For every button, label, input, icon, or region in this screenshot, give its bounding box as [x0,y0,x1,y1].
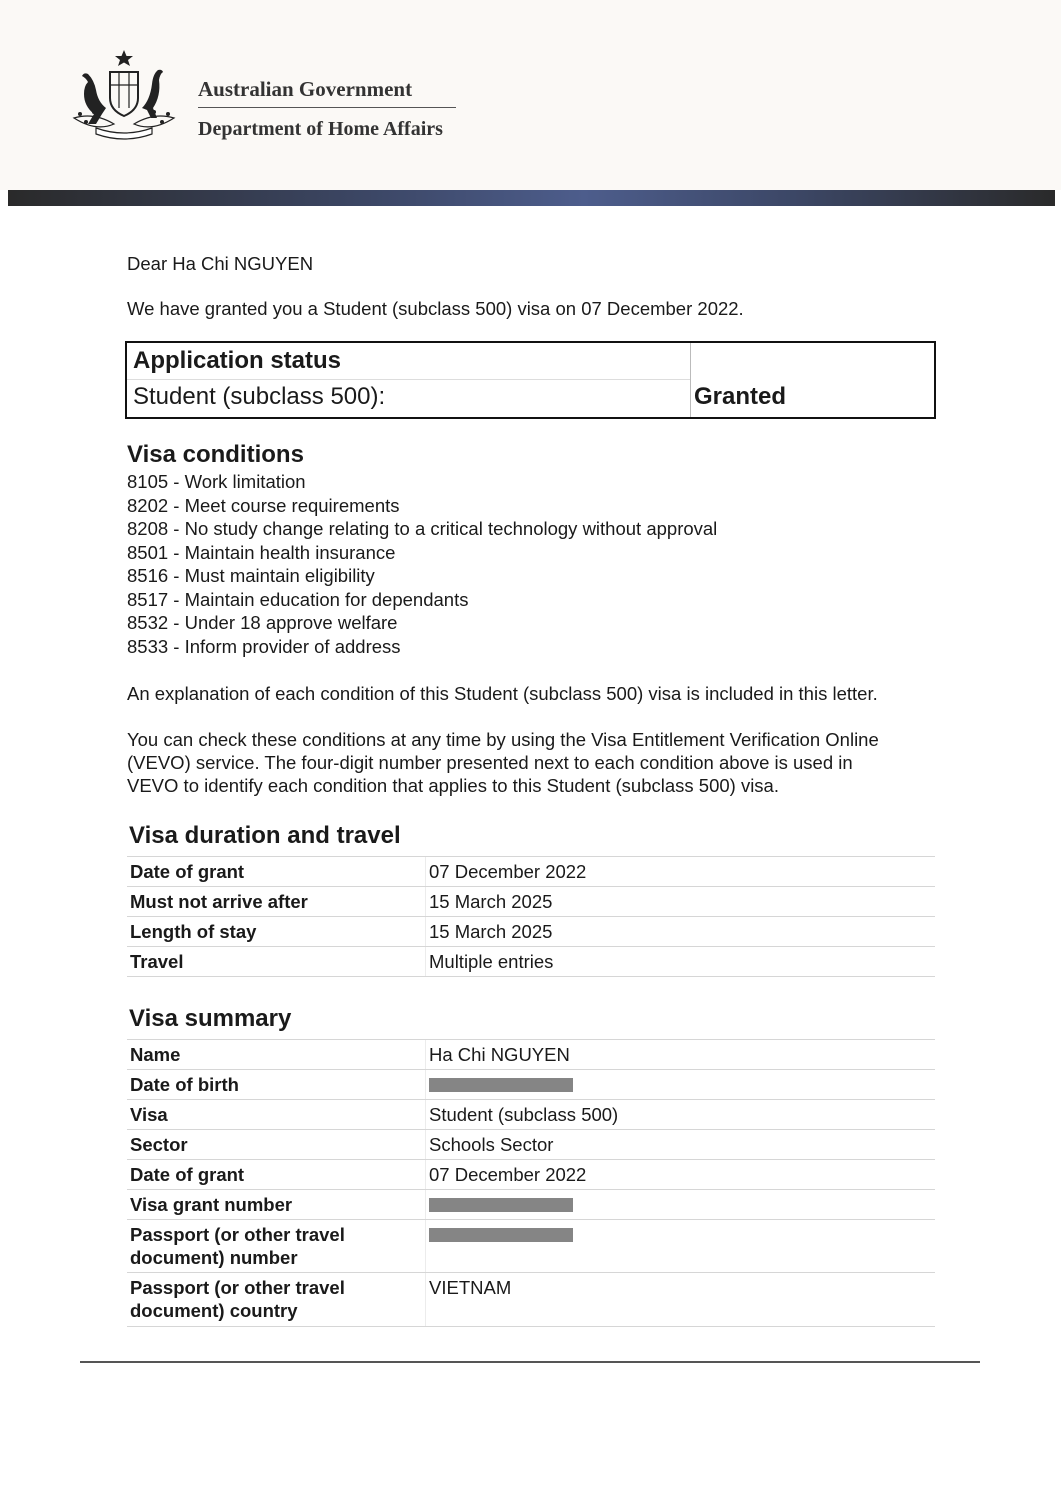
application-status-title: Application status [133,347,342,374]
row-label: Sector [130,1134,188,1155]
header-band [8,190,1055,206]
condition-item: 8501 - Maintain health insurance [127,541,396,563]
department-name: Department of Home Affairs [198,118,443,140]
row-label: Must not arrive after [130,891,308,912]
vevo-line-2: (VEVO) service. The four-digit number presented next to each condition above is used in [127,752,853,773]
table-row [127,1220,935,1273]
row-value: VIETNAM [429,1277,512,1298]
row-label: Date of grant [130,861,245,882]
visa-conditions-list [127,470,717,658]
row-value: 15 March 2025 [429,921,553,942]
row-value: 15 March 2025 [429,891,553,912]
row-label: Date of grant [130,1164,245,1185]
redaction-bar [429,1078,573,1092]
visa-summary-heading: Visa summary [129,1005,292,1032]
condition-item: 8516 - Must maintain eligibility [127,565,375,586]
table-row [127,887,935,917]
table-row [127,1040,935,1070]
condition-item: 8532 - Under 18 approve welfare [127,612,398,633]
row-label-line-1: Passport (or other travel [130,1277,345,1298]
row-label: Name [130,1044,181,1065]
government-name: Australian Government [198,77,413,101]
application-status-box [125,341,936,419]
coat-of-arms-icon [66,48,182,142]
condition-item: 8202 - Meet course requirements [127,494,400,516]
row-value: Student (subclass 500) [429,1104,619,1125]
condition-item: 8517 - Maintain education for dependants [127,588,469,610]
table-row [127,1190,935,1220]
row-label: Visa grant number [130,1194,293,1215]
letterhead-rule [198,107,456,108]
application-status-value: Granted [694,383,787,410]
condition-item: 8533 - Inform provider of address [127,635,401,657]
row-value: 07 December 2022 [429,1164,587,1185]
row-label-line-1: Passport (or other travel [130,1224,345,1245]
table-row [127,1160,935,1190]
table-row [127,857,935,887]
vevo-line-1: You can check these conditions at any time by using the Visa Entitlement Verification Online [127,729,879,750]
visa-summary-table [127,1039,935,1327]
letterhead [0,0,1061,190]
table-row [127,947,935,977]
row-label: Length of stay [130,921,257,942]
table-row [127,1070,935,1100]
footer-rule [80,1361,980,1363]
row-value: 07 December 2022 [429,861,587,882]
visa-duration-heading: Visa duration and travel [129,822,401,849]
grant-sentence: We have granted you a Student (subclass 500) visa on 07 December 2022. [127,298,744,319]
row-label: Travel [130,951,184,972]
salutation: Dear Ha Chi NGUYEN [127,253,314,274]
redaction-bar [429,1228,573,1242]
visa-conditions-heading: Visa conditions [127,441,304,468]
row-label-line-2: document) number [130,1247,298,1268]
table-row [127,1100,935,1130]
row-value: Multiple entries [429,951,554,972]
row-label: Date of birth [130,1074,239,1095]
condition-item: 8105 - Work limitation [127,471,306,492]
row-label: Visa [130,1104,168,1125]
vevo-line-3: VEVO to identify each condition that applies to this Student (subclass 500) visa. [127,775,779,796]
condition-item: 8208 - No study change relating to a critical technology without approval [127,518,718,539]
redaction-bar [429,1198,573,1212]
row-label-line-2: document) country [130,1300,298,1321]
visa-duration-table [127,856,935,977]
application-status-label: Student (subclass 500): [133,383,386,410]
row-value: Schools Sector [429,1134,554,1155]
table-row [127,1130,935,1160]
row-value: Ha Chi NGUYEN [429,1044,570,1065]
conditions-explanation: An explanation of each condition of this Student (subclass 500) visa is included in this letter. [127,683,878,704]
table-row [127,1273,935,1327]
table-row [127,917,935,947]
